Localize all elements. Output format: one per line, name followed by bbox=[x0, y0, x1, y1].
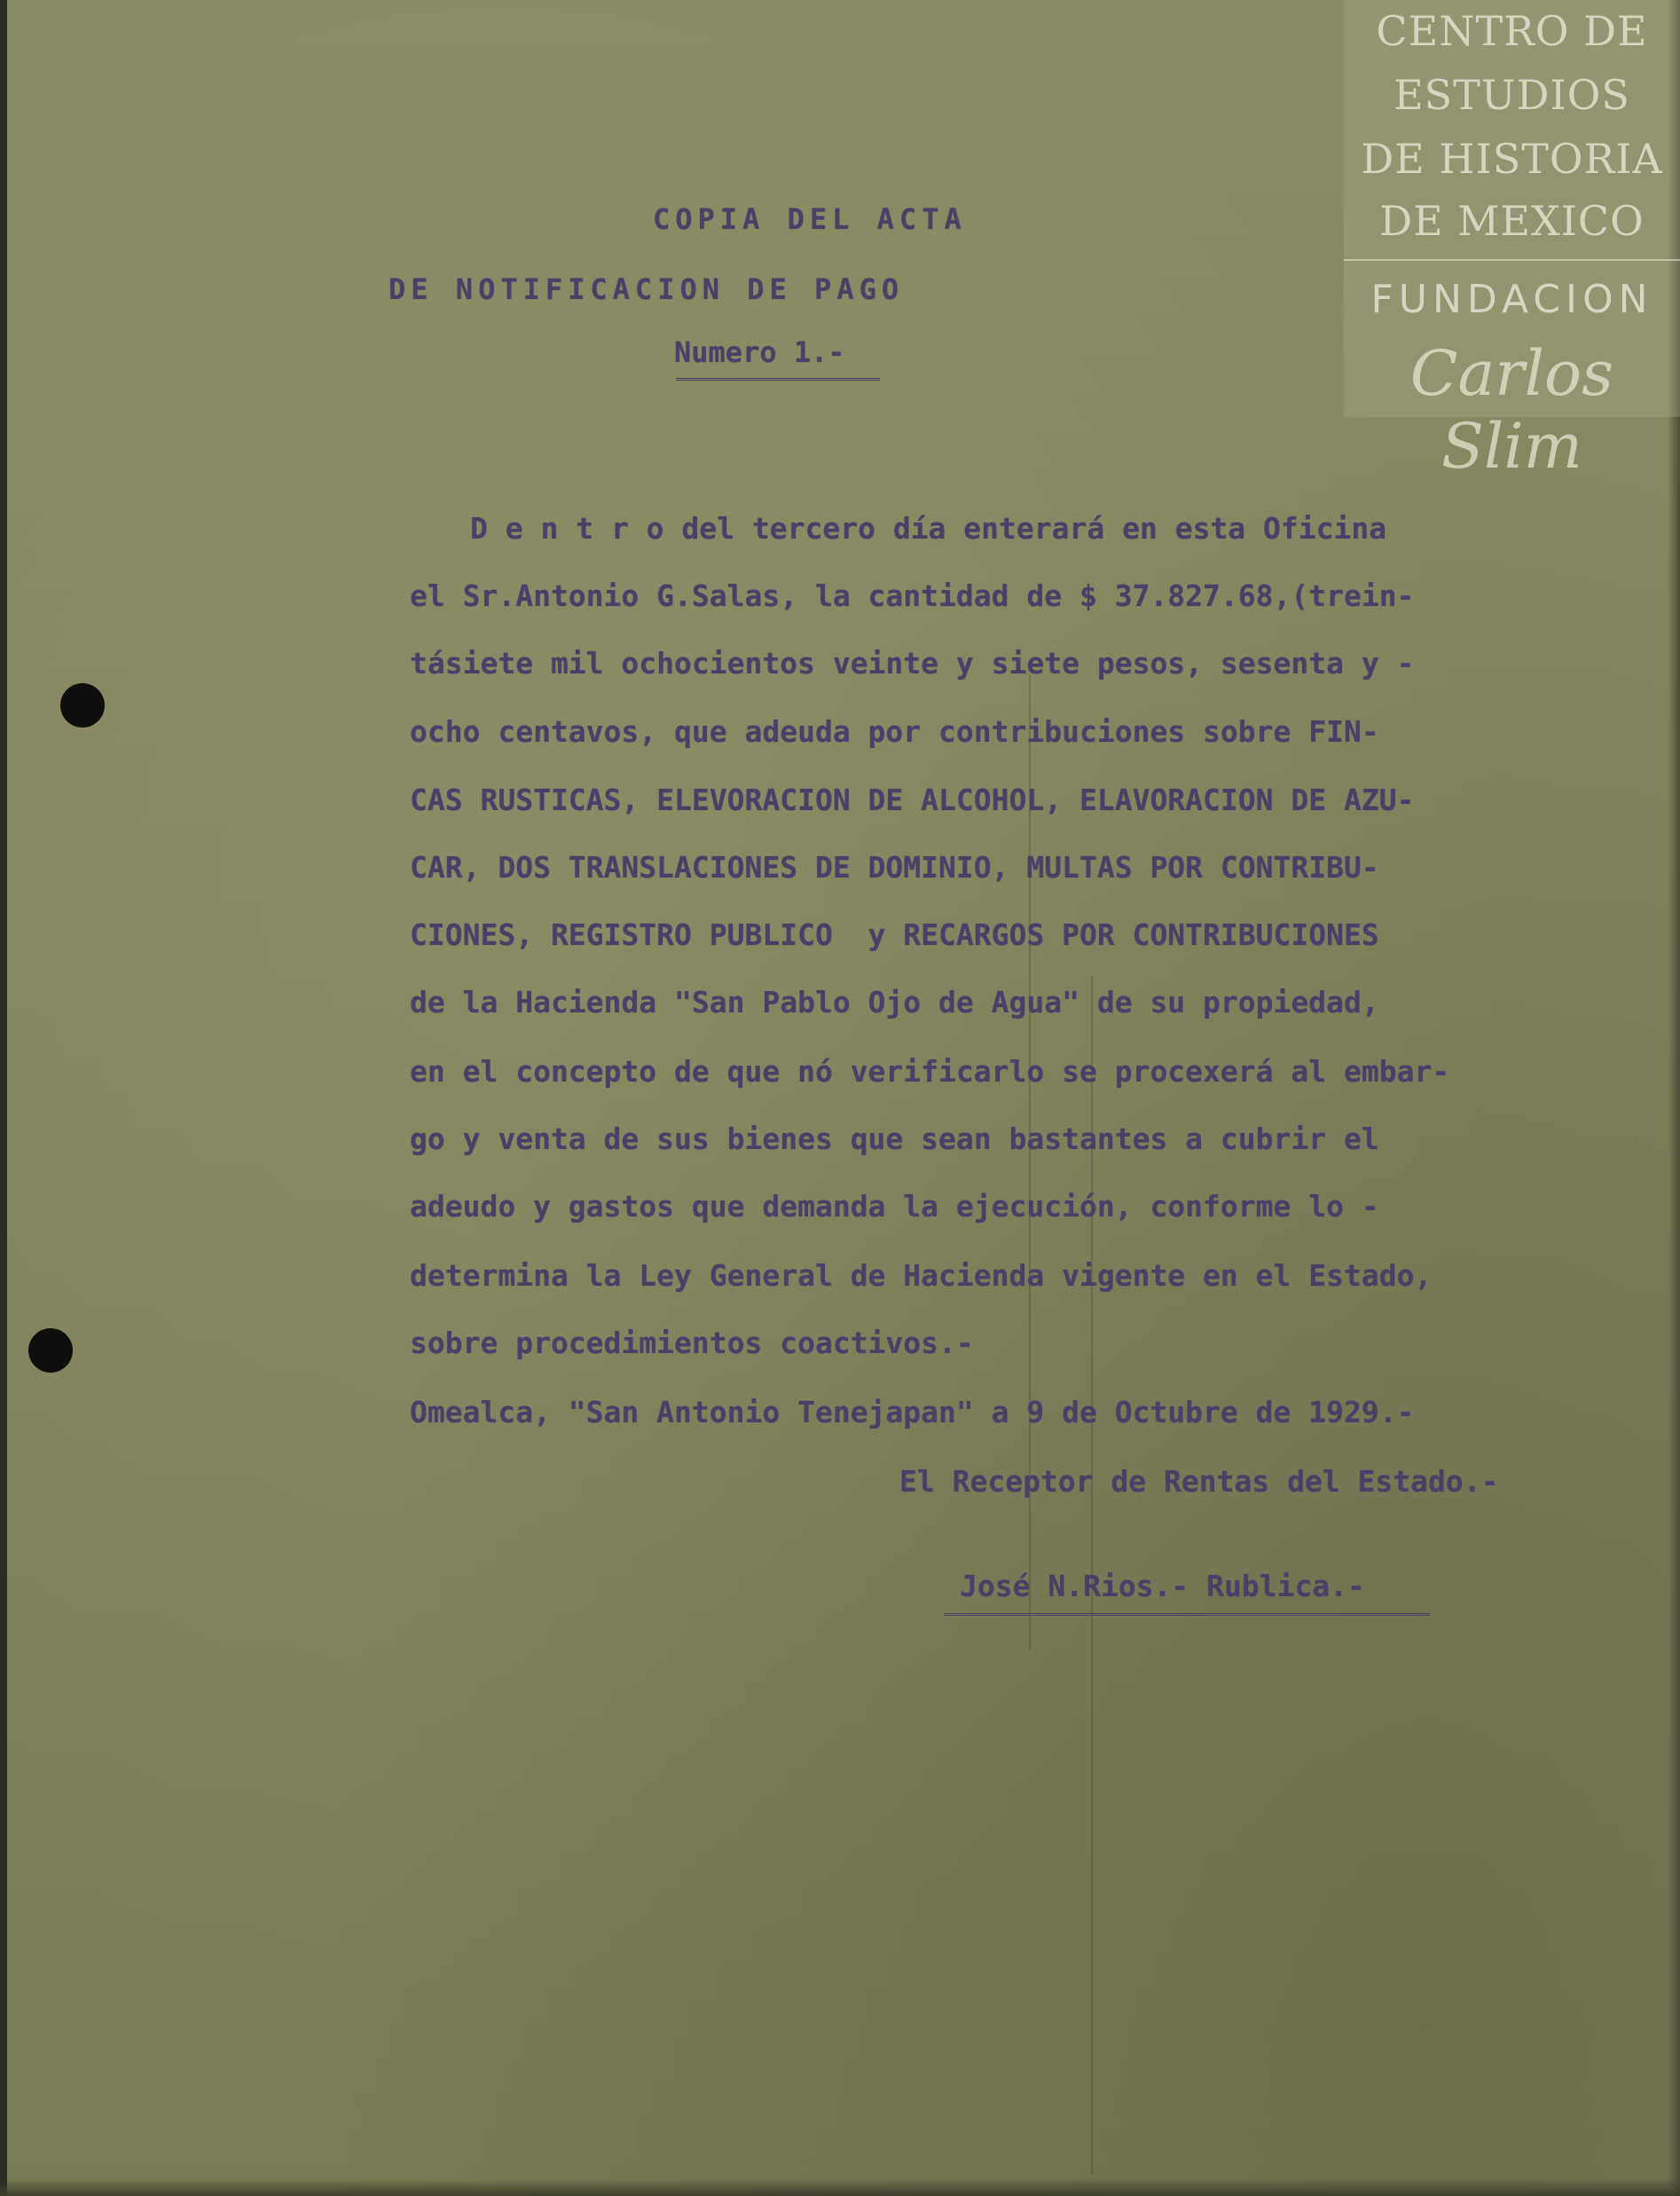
watermark-divider bbox=[1344, 259, 1680, 261]
body-line: en el concepto de que nó verificarlo se procexerá al embar- bbox=[410, 1054, 1450, 1089]
watermark-line-4: DE MEXICO bbox=[1379, 197, 1645, 245]
page-bottom-edge bbox=[0, 2178, 1680, 2196]
body-line: determina la Ley General de Hacienda vigente en el Estado, bbox=[410, 1258, 1433, 1293]
watermark-line-1: CENTRO DE bbox=[1376, 7, 1648, 55]
punch-hole-top bbox=[60, 683, 105, 728]
watermark-signature-logo: Carlos Slim bbox=[1409, 337, 1614, 483]
body-line: adeudo y gastos que demanda la ejecución, conforme lo - bbox=[410, 1189, 1379, 1224]
body-line: el Sr.Antonio G.Salas, la cantidad de $ 37.827.68,(trein- bbox=[410, 579, 1415, 613]
body-line: CAR, DOS TRANSLACIONES DE DOMINIO, MULTAS POR CONTRIBU- bbox=[410, 850, 1379, 885]
archive-watermark bbox=[1344, 0, 1680, 483]
signatory-role: El Receptor de Rentas del Estado.- bbox=[899, 1464, 1499, 1499]
punch-hole-bottom bbox=[28, 1328, 73, 1373]
body-line: D e n t r o del tercero día enterará en esta Oficina bbox=[470, 511, 1387, 546]
body-line: CIONES, REGISTRO PUBLICO y RECARGOS POR CONTRIBUCIONES bbox=[410, 917, 1379, 952]
title-line-1: COPIA DEL ACTA bbox=[653, 202, 967, 236]
signature-underline bbox=[944, 1613, 1430, 1616]
body-line: CAS RUSTICAS, ELEVORACION DE ALCOHOL, ELAVORACION DE AZU- bbox=[410, 783, 1415, 817]
page-left-edge bbox=[0, 0, 7, 2196]
number-underline bbox=[676, 378, 880, 381]
watermark-line-3: DE HISTORIA bbox=[1361, 135, 1663, 183]
watermark-line-5: FUNDACION bbox=[1370, 277, 1653, 322]
body-line: go y venta de sus bienes que sean bastantes a cubrir el bbox=[410, 1122, 1379, 1156]
body-line: sobre procedimientos coactivos.- bbox=[410, 1326, 974, 1360]
paper-crease bbox=[1029, 674, 1031, 1650]
body-line: de la Hacienda "San Pablo Ojo de Agua" de su propiedad, bbox=[410, 985, 1379, 1019]
place-and-date: Omealca, "San Antonio Tenejapan" a 9 de Octubre de 1929.- bbox=[410, 1395, 1415, 1429]
body-line: ocho centavos, que adeuda por contribuciones sobre FIN- bbox=[410, 714, 1379, 749]
watermark-line-2: ESTUDIOS bbox=[1393, 71, 1630, 119]
body-line: tásiete mil ochocientos veinte y siete pesos, sesenta y - bbox=[410, 646, 1415, 681]
title-line-2: DE NOTIFICACION DE PAGO bbox=[389, 272, 905, 306]
document-number: Numero 1.- bbox=[674, 335, 845, 369]
signatory-name: José N.Rios.- Rublica.- bbox=[960, 1569, 1365, 1603]
